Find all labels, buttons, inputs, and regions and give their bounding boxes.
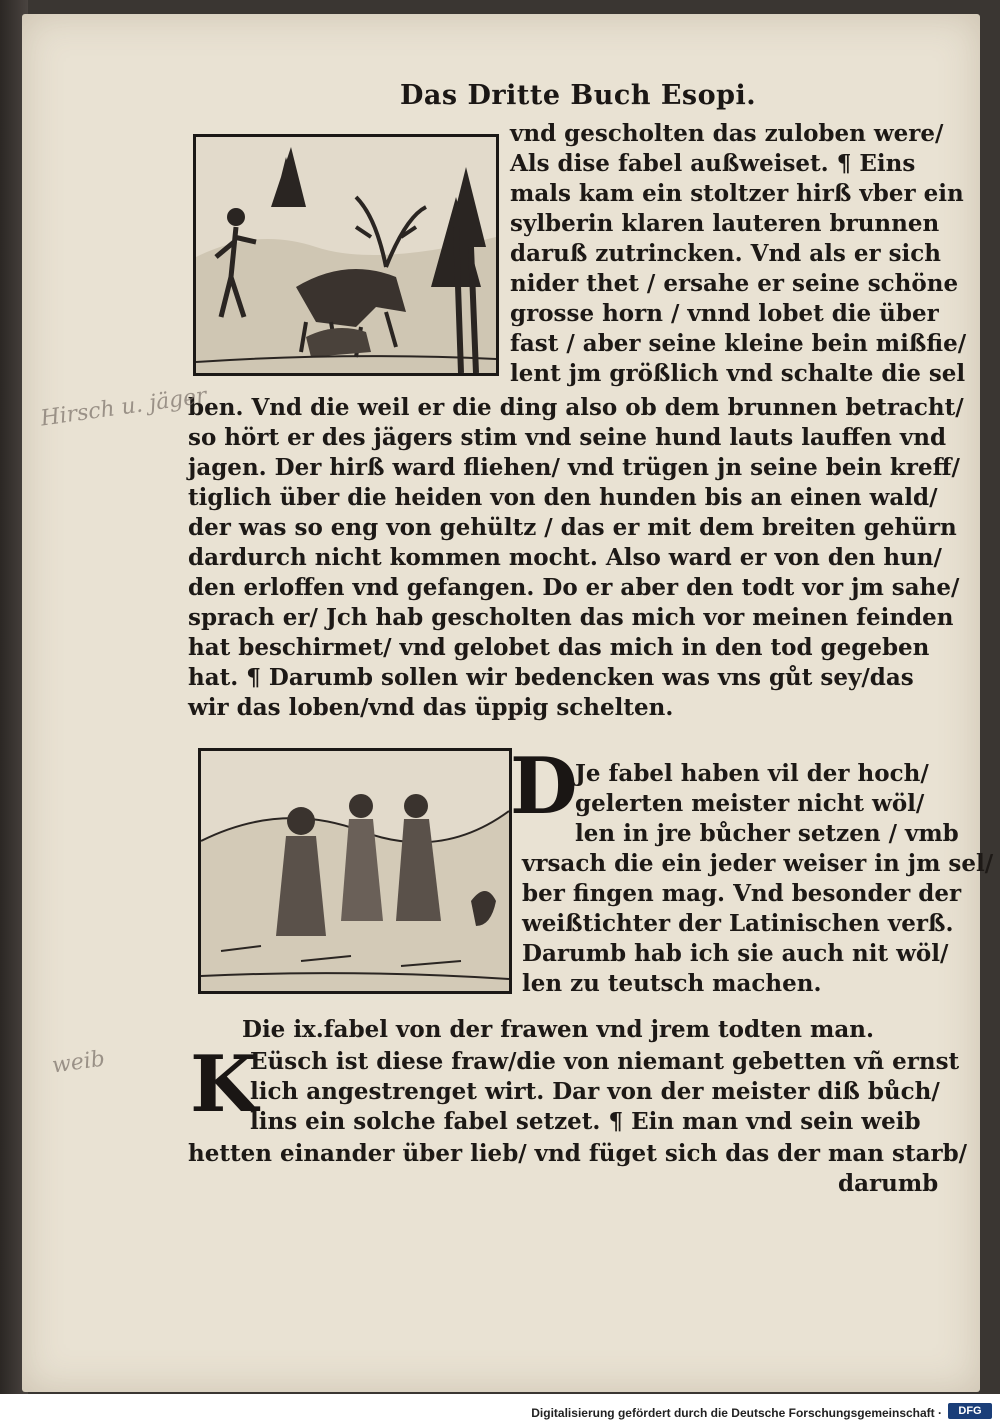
text-line: hetten einander über lieb/ vnd füget sich das der man starb/ [188,1140,968,1167]
text-line: daruß zutrincken. Vnd als er sich [510,240,942,267]
text-line: der was so eng von gehültz / das er mit dem breiten gehürn [188,514,957,541]
text-line: Als dise fabel außweiset. ¶ Eins [510,150,916,177]
text-line: vnd gescholten das zuloben were/ [510,120,944,147]
text-line: ber fingen mag. Vnd besonder der [522,880,962,907]
drop-capital: K [190,1039,258,1130]
text-line: len zu teutsch machen. [522,970,822,997]
catchword: darumb [838,1170,939,1197]
text-line: Je fabel haben vil der hoch/ [575,760,929,787]
funding-credit: Digitalisierung gefördert durch die Deutsche Forschungsgemeinschaft · [531,1406,942,1420]
text-line: wir das loben/vnd das üppig schelten. [188,694,674,721]
text-line: fast / aber seine kleine bein mißfie/ [510,330,967,357]
drop-capital: D [510,741,578,832]
text-line: lich angestrenget wirt. Dar von der meister diß bůch/ [250,1078,940,1105]
stag-hunt-icon [196,137,496,373]
text-line: Eüsch ist diese fraw/die von niemant gebetten vñ ernst [250,1048,960,1075]
text-line: grosse horn / vnnd lobet die über [510,300,939,327]
text-line: ben. Vnd die weil er die ding also ob dem brunnen betracht/ [188,394,964,421]
text-line: Darumb hab ich sie auch nit wöl/ [522,940,949,967]
three-figures-icon [201,751,509,991]
text-line: jagen. Der hirß ward fliehen/ vnd trügen jn seine bein kreff/ [188,454,960,481]
text-line: sylberin klaren lauteren brunnen [510,210,940,237]
text-line: dardurch nicht kommen mocht. Also ward er von den hun/ [188,544,942,571]
text-line: lins ein solche fabel setzet. ¶ Ein man vnd sein weib [250,1108,921,1135]
text-line: so hört er des jägers stim vnd seine hund lauts lauffen vnd [188,424,947,451]
woodcut-figures-illustration [198,748,512,994]
text-line: mals kam ein stoltzer hirß vber ein [510,180,964,207]
text-line: sprach er/ Jch hab gescholten das mich vor meinen feinden [188,604,954,631]
woodcut-stag-illustration [193,134,499,376]
margin-note: weib [50,1046,107,1079]
text-line: lent jm größlich vnd schalte die sel [510,360,966,387]
text-line: len in jre bůcher setzen / vmb [575,820,959,847]
text-line: den erloffen vnd gefangen. Do er aber den todt vor jm sahe/ [188,574,960,601]
text-line: weißtichter der Latinischen verß. [522,910,954,937]
text-line: hat. ¶ Darumb sollen wir bedencken was vns gůt sey/das [188,664,914,691]
margin-note: Hirsch u. jäger [39,383,209,432]
text-line: vrsach die ein jeder weiser in jm sel/ [522,850,994,877]
text-line: tiglich über die heiden von den hunden bis an einen wald/ [188,484,938,511]
text-line: nider thet / ersahe er seine schöne [510,270,959,297]
running-header: Das Dritte Buch Esopi. [400,80,757,111]
text-line: hat beschirmet/ vnd gelobet das mich in den tod gegeben [188,634,930,661]
text-line: gelerten meister nicht wöl/ [575,790,925,817]
dfg-logo-icon: DFG [948,1403,992,1419]
fable-title: Die ix.fabel von der frawen vnd jrem todten man. [242,1016,874,1043]
